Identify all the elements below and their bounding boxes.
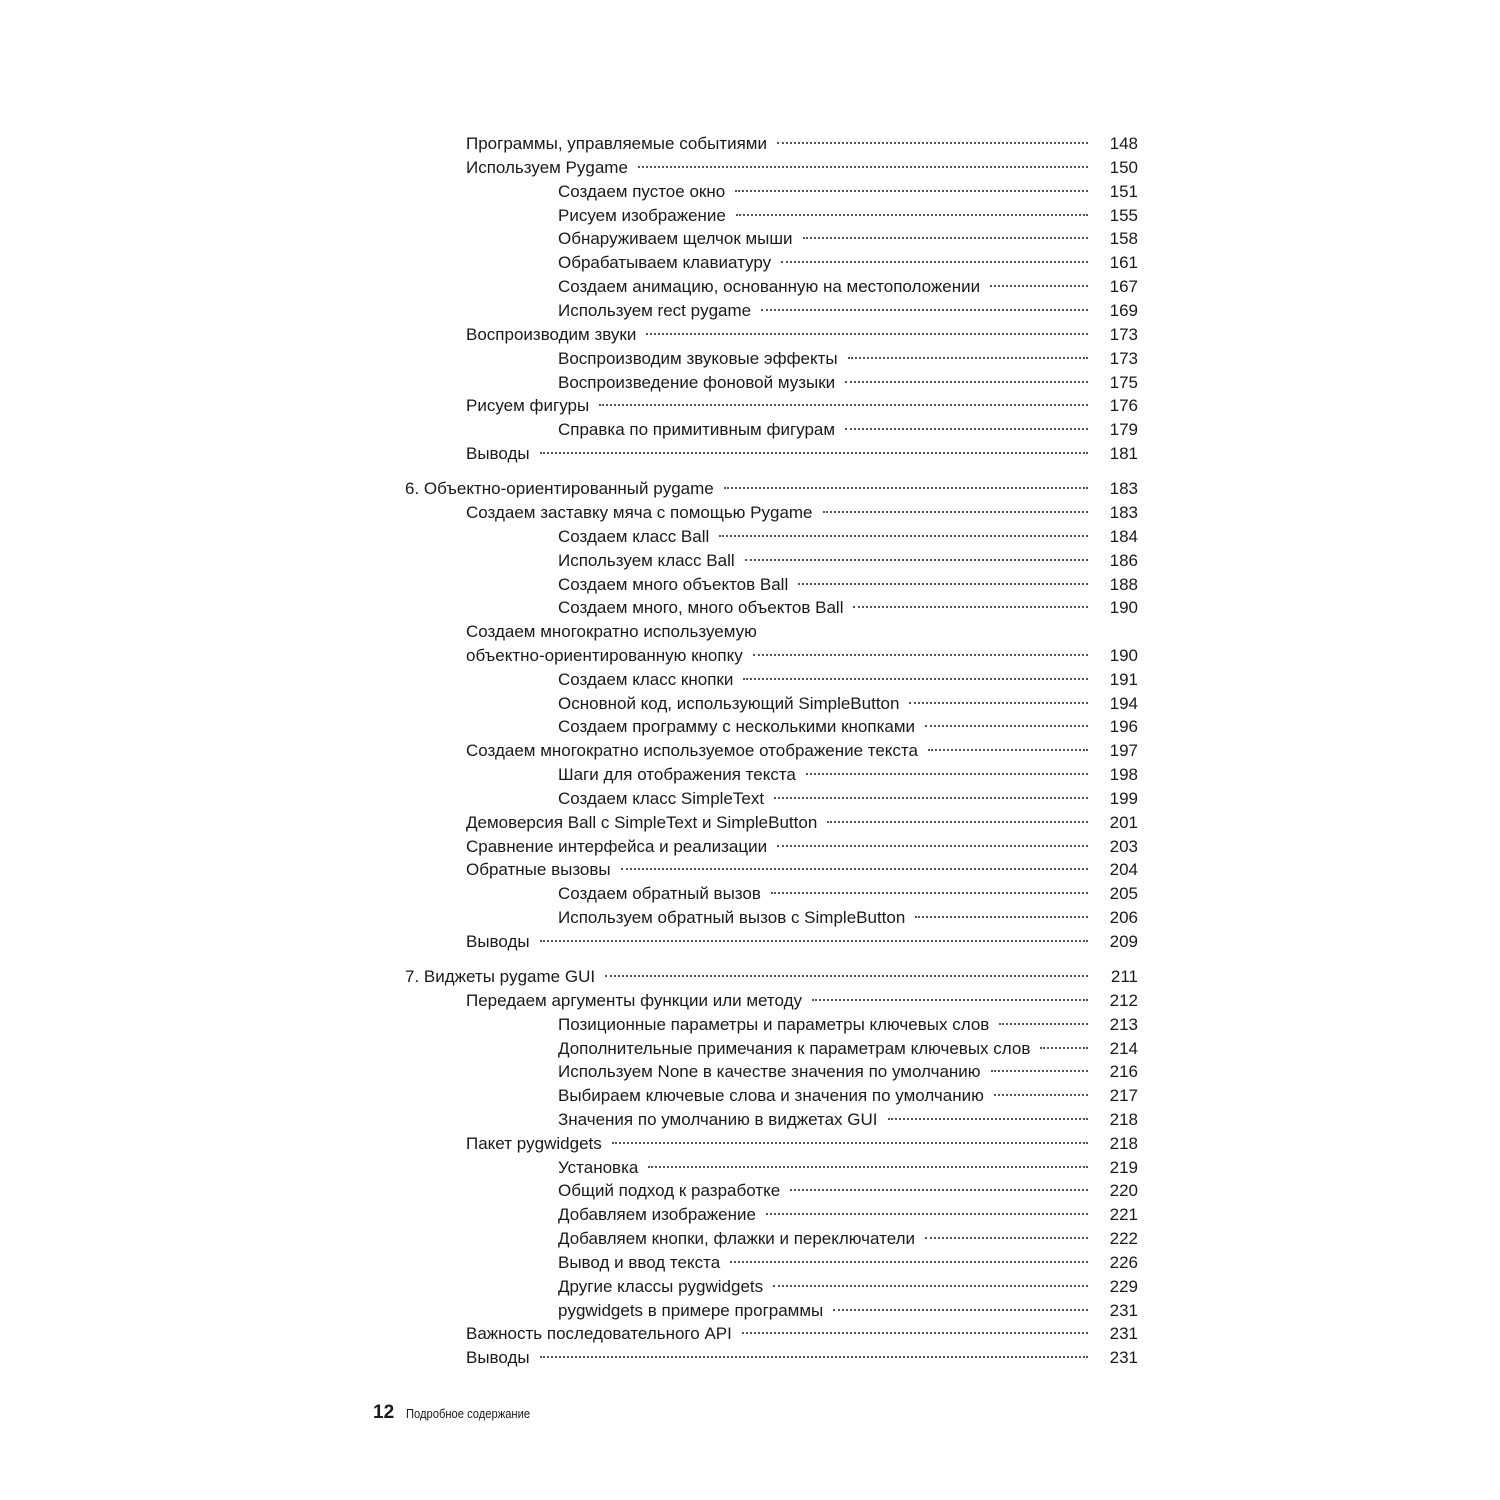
- toc-entry-page: 176: [1109, 396, 1138, 415]
- toc-entry: [558, 268, 1138, 296]
- toc-entry-page: 203: [1109, 837, 1138, 856]
- toc-entry: [558, 1149, 1138, 1177]
- toc-entry: [558, 566, 1138, 594]
- toc-entry: [466, 828, 1138, 856]
- dot-leader: [990, 1077, 1090, 1101]
- toc-entry-page: 183: [1109, 479, 1138, 498]
- toc-entry: [466, 851, 1138, 879]
- dot-leader: [634, 149, 1090, 173]
- dot-leader: [642, 316, 1090, 340]
- toc-entry-page: 194: [1109, 694, 1138, 713]
- dot-leader: [536, 435, 1090, 459]
- toc-entry: [558, 364, 1138, 392]
- toc-entry: [466, 1125, 1138, 1153]
- toc-entry-title: Рисуем изображение: [558, 206, 726, 225]
- toc-entry-page: 179: [1109, 420, 1138, 439]
- toc-entry-page: 218: [1109, 1134, 1138, 1153]
- toc-entry: [466, 149, 1138, 177]
- toc-entry-page: 191: [1109, 670, 1138, 689]
- toc-entry-page: 148: [1109, 134, 1138, 153]
- toc-entry: [558, 1244, 1138, 1272]
- toc-entry-page: 212: [1109, 991, 1138, 1010]
- dot-leader: [844, 340, 1090, 364]
- toc-entry-page: 196: [1109, 717, 1138, 736]
- dot-leader: [841, 411, 1090, 435]
- toc-entry-title: Значения по умолчанию в виджетах GUI: [558, 1110, 878, 1129]
- toc-entry-page: 220: [1109, 1181, 1138, 1200]
- toc-entry: [466, 982, 1138, 1010]
- toc-entry-page: 186: [1109, 551, 1138, 570]
- toc-entry-title: Дополнительные примечания к параметрам ключевых слов: [558, 1039, 1031, 1058]
- toc-entry: [466, 732, 1138, 760]
- toc-entry-title: Создаем программу с несколькими кнопками: [558, 717, 916, 736]
- toc-entry-title: Выводы: [466, 444, 530, 463]
- toc-entry-page: 226: [1109, 1253, 1138, 1272]
- toc-entry: [558, 1006, 1138, 1034]
- page-number: 12: [373, 1402, 395, 1423]
- toc-entry-page: 209: [1109, 932, 1138, 951]
- dot-leader: [741, 542, 1090, 566]
- toc-entry-page: 206: [1109, 908, 1138, 927]
- dot-leader: [802, 756, 1090, 780]
- dot-leader: [829, 1292, 1090, 1316]
- toc-entry-title: Создаем обратный вызов: [558, 884, 761, 903]
- toc-entry: [558, 197, 1138, 225]
- toc-entry-title: Передаем аргументы функции или методу: [466, 991, 803, 1010]
- dot-leader: [794, 566, 1090, 590]
- toc-entry-title: Сравнение интерфейса и реализации: [466, 837, 768, 856]
- dot-leader: [757, 292, 1090, 316]
- toc-entry-page: 190: [1109, 598, 1138, 617]
- toc-entry: [466, 637, 1138, 665]
- toc-entry: [558, 1196, 1138, 1224]
- toc-entry-title: Выбираем ключевые слова и значения по умолчанию: [558, 1086, 984, 1105]
- dot-leader: [808, 982, 1090, 1006]
- dot-leader: [739, 661, 1090, 685]
- toc-entry-page: 155: [1109, 206, 1138, 225]
- toc-entry-page: 217: [1109, 1086, 1138, 1105]
- toc-entry-page: 158: [1109, 229, 1138, 248]
- toc-entry: [558, 1292, 1138, 1320]
- toc-entry-page: 173: [1109, 349, 1138, 368]
- toc-entry-title: Выводы: [466, 1348, 530, 1367]
- dot-leader: [536, 923, 1090, 947]
- toc-entry: [558, 1077, 1138, 1105]
- toc-entry-title: Создаем пустое окно: [558, 182, 726, 201]
- dot-leader: [773, 125, 1090, 149]
- toc-entry-page: 231: [1109, 1324, 1138, 1343]
- toc-entry: [558, 685, 1138, 713]
- toc-entry: [558, 661, 1138, 689]
- toc-entry-title: Вывод и ввод текста: [558, 1253, 721, 1272]
- toc-entry: [558, 1172, 1138, 1200]
- dot-leader: [841, 364, 1090, 388]
- dot-leader: [644, 1149, 1090, 1173]
- toc-entry-page: 216: [1109, 1062, 1138, 1081]
- toc-entry-page: 151: [1109, 182, 1138, 201]
- toc-entry-title: Обратные вызовы: [466, 860, 611, 879]
- dot-leader: [823, 804, 1090, 828]
- dot-leader: [770, 780, 1090, 804]
- toc-entry-title: Создаем много, много объектов Ball: [558, 598, 844, 617]
- dot-leader: [536, 1339, 1090, 1363]
- toc-entry-title: Создаем анимацию, основанную на местоположении: [558, 277, 981, 296]
- toc-entry-title: 6. Объектно-ориентированный pygame: [405, 479, 714, 498]
- dot-leader: [884, 1101, 1091, 1125]
- toc-entry: [558, 1268, 1138, 1296]
- toc-entry-title: объектно-ориентированную кнопку: [466, 646, 743, 665]
- dot-leader: [769, 1268, 1090, 1292]
- toc-entry-page: 218: [1109, 1110, 1138, 1129]
- toc-entry-title: Воспроизведение фоновой музыки: [558, 373, 836, 392]
- toc-entry-page: 150: [1109, 158, 1138, 177]
- toc-entry-title: Добавляем изображение: [558, 1205, 756, 1224]
- toc-chapter: [405, 958, 1138, 986]
- dot-leader: [849, 589, 1090, 613]
- toc-entry-page: 197: [1109, 741, 1138, 760]
- toc-entry: [558, 542, 1138, 570]
- toc-entry: [466, 125, 1138, 153]
- toc-entry-title: Другие классы pygwidgets: [558, 1277, 764, 1296]
- toc-entry: [466, 1339, 1138, 1367]
- dot-leader: [715, 518, 1090, 542]
- toc-entry-page: 169: [1109, 301, 1138, 320]
- toc-entry-title: Общий подход к разработке: [558, 1181, 781, 1200]
- toc-entry: [466, 387, 1138, 415]
- toc-entry-page: 231: [1109, 1301, 1138, 1320]
- toc-entry-title: Используем класс Ball: [558, 551, 735, 570]
- toc-entry-title: Создаем класс Ball: [558, 527, 710, 546]
- dot-leader: [921, 708, 1090, 732]
- dot-leader: [608, 1125, 1090, 1149]
- toc-entry-title: Основной код, использующий SimpleButton: [558, 694, 900, 713]
- toc-entry-page: 231: [1109, 1348, 1138, 1367]
- toc-entry-page: 167: [1109, 277, 1138, 296]
- toc-entry-page: 213: [1109, 1015, 1138, 1034]
- dot-leader: [987, 1053, 1090, 1077]
- toc-entry-title: Демоверсия Ball с SimpleText и SimpleButton: [466, 813, 818, 832]
- toc-entry: [558, 899, 1138, 927]
- toc-entry: [558, 1220, 1138, 1248]
- page-footer: [373, 1402, 550, 1428]
- toc-entry: [558, 340, 1138, 368]
- toc-entry: [558, 708, 1138, 736]
- toc-entry-page: 181: [1109, 444, 1138, 463]
- toc-entry: [466, 435, 1138, 463]
- dot-leader: [911, 899, 1090, 923]
- toc-entry-page: 211: [1110, 967, 1138, 986]
- dot-leader: [720, 470, 1090, 494]
- dot-leader: [921, 1220, 1090, 1244]
- toc-entry-page: 199: [1109, 789, 1138, 808]
- toc-entry: [558, 220, 1138, 248]
- toc-entry: [466, 613, 1138, 641]
- toc-entry-page: 184: [1109, 527, 1138, 546]
- dot-leader: [731, 173, 1090, 197]
- toc-entry-page: 229: [1109, 1277, 1138, 1296]
- toc-entry-page: 173: [1109, 325, 1138, 344]
- toc-entry-title: Создаем класс SimpleText: [558, 789, 765, 808]
- dot-leader: [905, 685, 1090, 709]
- toc-entry: [558, 1030, 1138, 1058]
- toc-entry-title: Установка: [558, 1158, 639, 1177]
- toc-entry-title: 7. Виджеты pygame GUI: [405, 967, 596, 986]
- dot-leader: [773, 828, 1090, 852]
- dot-leader: [726, 1244, 1090, 1268]
- toc-entry-title: Рисуем фигуры: [466, 396, 590, 415]
- toc-entry-page: 219: [1109, 1158, 1138, 1177]
- dot-leader: [777, 244, 1090, 268]
- dot-leader: [1036, 1030, 1090, 1054]
- toc-entry-title: Создаем класс кнопки: [558, 670, 734, 689]
- dot-leader: [749, 637, 1090, 661]
- toc-entry-page: 190: [1109, 646, 1138, 665]
- dot-leader: [738, 1315, 1090, 1339]
- toc-entry-title: Используем None в качестве значения по умолчанию: [558, 1062, 981, 1081]
- toc-entry-page: 183: [1109, 503, 1138, 522]
- toc-entry: [558, 173, 1138, 201]
- toc-entry: [558, 589, 1138, 617]
- toc-entry: [558, 756, 1138, 784]
- toc-entry: [558, 292, 1138, 320]
- toc-entry-page: 161: [1109, 253, 1138, 272]
- toc-entry-title: pygwidgets в примере программы: [558, 1301, 824, 1320]
- toc-entry-title: Создаем многократно используемую: [466, 622, 757, 641]
- toc-entry-title: Воспроизводим звуковые эффекты: [558, 349, 838, 368]
- toc-entry-page: 204: [1109, 860, 1138, 879]
- dot-leader: [763, 613, 1090, 637]
- dot-leader: [924, 732, 1090, 756]
- dot-leader: [995, 1006, 1090, 1030]
- toc-entry-title: Важность последовательного API: [466, 1324, 732, 1343]
- dot-leader: [799, 220, 1090, 244]
- dot-leader: [595, 387, 1090, 411]
- toc-entry-page: 214: [1109, 1039, 1138, 1058]
- dot-leader: [617, 851, 1090, 875]
- toc-entry-title: Обрабатываем клавиатуру: [558, 253, 772, 272]
- toc-entry-title: Добавляем кнопки, флажки и переключатели: [558, 1229, 916, 1248]
- toc-entry-title: Используем rect pygame: [558, 301, 752, 320]
- toc-entry: [558, 875, 1138, 903]
- toc-entry: [558, 244, 1138, 272]
- dot-leader: [786, 1172, 1090, 1196]
- toc-entry-title: Создаем заставку мяча с помощью Pygame: [466, 503, 813, 522]
- toc-entry-title: Воспроизводим звуки: [466, 325, 637, 344]
- toc-entry-title: Шаги для отображения текста: [558, 765, 796, 784]
- toc-entry-title: Пакет pygwidgets: [466, 1134, 602, 1153]
- toc-chapter: [405, 470, 1138, 498]
- toc-entry-page: 198: [1109, 765, 1138, 784]
- toc-entry-page: 205: [1109, 884, 1138, 903]
- toc-entry: [558, 518, 1138, 546]
- dot-leader: [762, 1196, 1090, 1220]
- dot-leader: [986, 268, 1090, 292]
- toc-entry-title: Выводы: [466, 932, 530, 951]
- toc-entry-page: 175: [1109, 373, 1138, 392]
- toc-entry: [466, 923, 1138, 951]
- dot-leader: [819, 494, 1090, 518]
- toc-entry-title: Используем обратный вызов с SimpleButton: [558, 908, 906, 927]
- toc-entry-page: 201: [1109, 813, 1138, 832]
- running-footer-label: Подробное содержание: [406, 1406, 531, 1421]
- toc-entry: [558, 411, 1138, 439]
- toc-entry-title: Используем Pygame: [466, 158, 628, 177]
- toc-entry-page: 221: [1109, 1205, 1138, 1224]
- toc-entry-page: 222: [1109, 1229, 1138, 1248]
- dot-leader: [767, 875, 1090, 899]
- toc-entry: [466, 1315, 1138, 1343]
- toc-entry-title: Позиционные параметры и параметры ключевых слов: [558, 1015, 990, 1034]
- toc-entry: [558, 1101, 1138, 1129]
- toc-entry: [466, 316, 1138, 344]
- toc-entry-title: Программы, управляемые событиями: [466, 134, 767, 153]
- dot-leader: [732, 197, 1090, 221]
- toc-entry-title: Справка по примитивным фигурам: [558, 420, 836, 439]
- toc-entry: [558, 1053, 1138, 1081]
- toc-entry-title: Создаем много объектов Ball: [558, 575, 789, 594]
- toc-entry-page: 188: [1109, 575, 1138, 594]
- toc-entry: [558, 780, 1138, 808]
- toc-entry: [466, 494, 1138, 522]
- toc-entry-title: Обнаруживаем щелчок мыши: [558, 229, 793, 248]
- toc-entry-title: Создаем многократно используемое отображение текста: [466, 741, 918, 760]
- dot-leader: [601, 958, 1090, 982]
- toc-entry: [466, 804, 1138, 832]
